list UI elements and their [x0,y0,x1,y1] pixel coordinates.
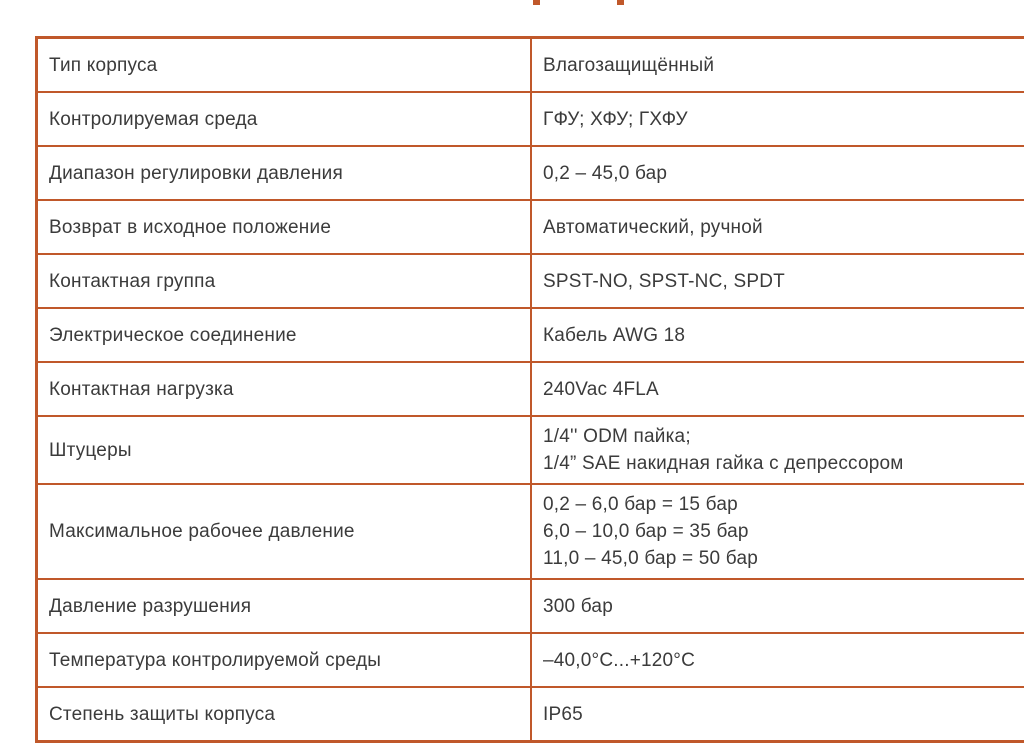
table-row [37,579,1024,633]
spec-label-cell: Давление разрушения [37,579,532,633]
spec-value-line: –40,0°C...+120°C [543,647,1022,674]
spec-label-cell: Возврат в исходное положение [37,200,532,254]
spec-label-cell: Контактная группа [37,254,532,308]
spec-value-cell [531,416,1024,484]
table-row [37,308,1024,362]
spec-value-line: 11,0 – 45,0 бар = 50 бар [543,545,1022,572]
specifications-table-body [37,38,1024,742]
table-row [37,254,1024,308]
table-row [37,633,1024,687]
spec-value-line: Влагозащищённый [543,52,1022,79]
spec-value-cell [531,92,1024,146]
spec-value-cell [531,308,1024,362]
spec-value-cell [531,146,1024,200]
spec-label-cell: Температура контролируемой среды [37,633,532,687]
spec-label-cell: Электрическое соединение [37,308,532,362]
spec-value-line: SPST-NO, SPST-NC, SPDT [543,268,1022,295]
spec-value-line: ГФУ; ХФУ; ГХФУ [543,106,1022,133]
spec-value-cell [531,200,1024,254]
spec-value-cell [531,633,1024,687]
spec-value-cell [531,484,1024,579]
spec-label-cell: Диапазон регулировки давления [37,146,532,200]
spec-value-line: Кабель AWG 18 [543,322,1022,349]
spec-value-line: 240Vac 4FLA [543,376,1022,403]
spec-value-line: 1/4” SAE накидная гайка с депрессором [543,450,1022,477]
spec-value-cell [531,254,1024,308]
table-row [37,92,1024,146]
spec-label-cell: Штуцеры [37,416,532,484]
spec-value-cell [531,38,1024,93]
spec-label-cell: Контролируемая среда [37,92,532,146]
table-row [37,200,1024,254]
spec-value-cell [531,687,1024,742]
spec-value-line: 6,0 – 10,0 бар = 35 бар [543,518,1022,545]
cutoff-heading-fragment [533,0,540,5]
table-row [37,484,1024,579]
table-row [37,687,1024,742]
spec-value-line: 300 бар [543,593,1022,620]
spec-value-line: 0,2 – 45,0 бар [543,160,1022,187]
specifications-table [35,36,1024,743]
table-row [37,38,1024,93]
spec-label-cell: Контактная нагрузка [37,362,532,416]
spec-value-line: 1/4'' ODM пайка; [543,423,1022,450]
table-row [37,416,1024,484]
spec-value-line: 0,2 – 6,0 бар = 15 бар [543,491,1022,518]
spec-value-cell [531,362,1024,416]
spec-label-cell: Степень защиты корпуса [37,687,532,742]
spec-value-line: IP65 [543,701,1022,728]
spec-label-cell: Тип корпуса [37,38,532,93]
spec-value-cell [531,579,1024,633]
spec-label-cell: Максимальное рабочее давление [37,484,532,579]
spec-value-line: Автоматический, ручной [543,214,1022,241]
table-row [37,146,1024,200]
table-row [37,362,1024,416]
cutoff-heading-fragment [617,0,624,5]
